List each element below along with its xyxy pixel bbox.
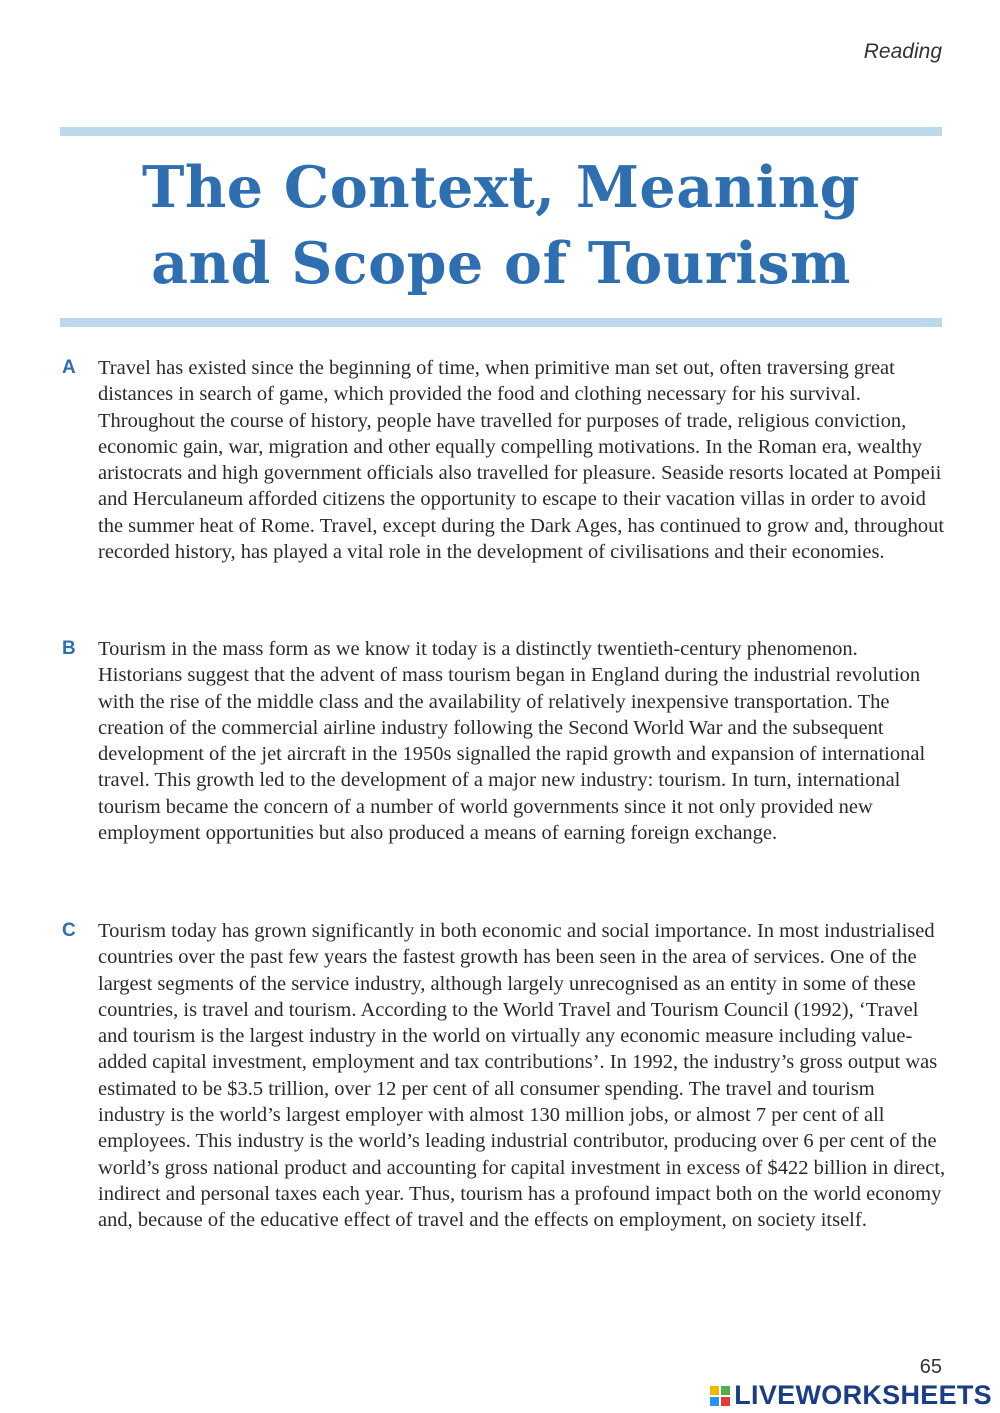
paragraph-a (62, 355, 947, 565)
title-line-2: and Scope of Tourism (151, 230, 851, 297)
liveworksheets-watermark[interactable] (710, 1380, 992, 1411)
title-rule-bottom (60, 318, 942, 327)
page-title (60, 150, 942, 302)
watermark-text: LIVEWORKSHEETS (734, 1380, 992, 1410)
paragraph-letter: C (62, 920, 76, 941)
section-label: Reading (863, 40, 942, 63)
liveworksheets-logo-icon (710, 1386, 730, 1406)
paragraph-text: Tourism in the mass form as we know it today is a distinctly twentieth-century phenomenon. Historians suggest that the advent of mass tourism began in England during the industrial revolution with the rise of the middle class and the availability of relatively inexpensive transportation. The creation of the commercial airline industry following the Second World War and the subsequent development of the jet aircraft in the 1950s signalled the rapid growth and expansion of international travel. This growth led to the development of a major new industry: tourism. In turn, international tourism became the concern of a number of world governments since it not only provided new employment opportunities but also produced a means of earning foreign exchange. (98, 638, 926, 845)
title-line-1: The Context, Meaning (141, 154, 861, 221)
page-number: 65 (919, 1356, 942, 1378)
paragraph-text: Travel has existed since the beginning of time, when primitive man set out, often traversing great distances in search of game, which provided the food and clothing necessary for his survival. Throughout the course of history, people have travelled for purposes of trade, religious conviction, economic gain, war, migration and other equally compelling motivations. In the Roman era, wealthy aristocrats and high government officials also travelled for pleasure. Seaside resorts located at Pompeii and Herculaneum afforded citizens the opportunity to escape to their vacation villas in order to avoid the summer heat of Rome. Travel, except during the Dark Ages, has continued to grow and, throughout recorded history, has played a vital role in the development of civilisations and their economies. (98, 357, 945, 564)
paragraph-b (62, 636, 947, 846)
paragraph-letter: A (62, 357, 76, 378)
paragraph-text: Tourism today has grown significantly in both economic and social importance. In most industrialised countries over the past few years the fastest growth has been seen in the area of services. One of the largest segments of the service industry, although largely unrecognised as an entity in some of these countries, is travel and tourism. According to the World Travel and Tourism Council (1992), ‘Travel and tourism is the largest industry in the world on virtually any economic measure including value-added capital investment, employment and tax contributions’. In 1992, the industry’s gross output was estimated to be $3.5 trillion, over 12 per cent of all consumer spending. The travel and tourism industry is the world’s largest employer with almost 130 million jobs, or almost 7 per cent of all employees. This industry is the world’s leading industrial contributor, producing over 6 per cent of the world’s gross national product and accounting for capital investment in excess of $422 billion in direct, indirect and personal taxes each year. Thus, tourism has a profound impact both on the world economy and, because of the educative effect of travel and the effects on employment, on society itself. (98, 920, 946, 1232)
title-rule-top (60, 127, 942, 136)
paragraph-letter: B (62, 638, 76, 659)
paragraph-c (62, 918, 947, 1234)
